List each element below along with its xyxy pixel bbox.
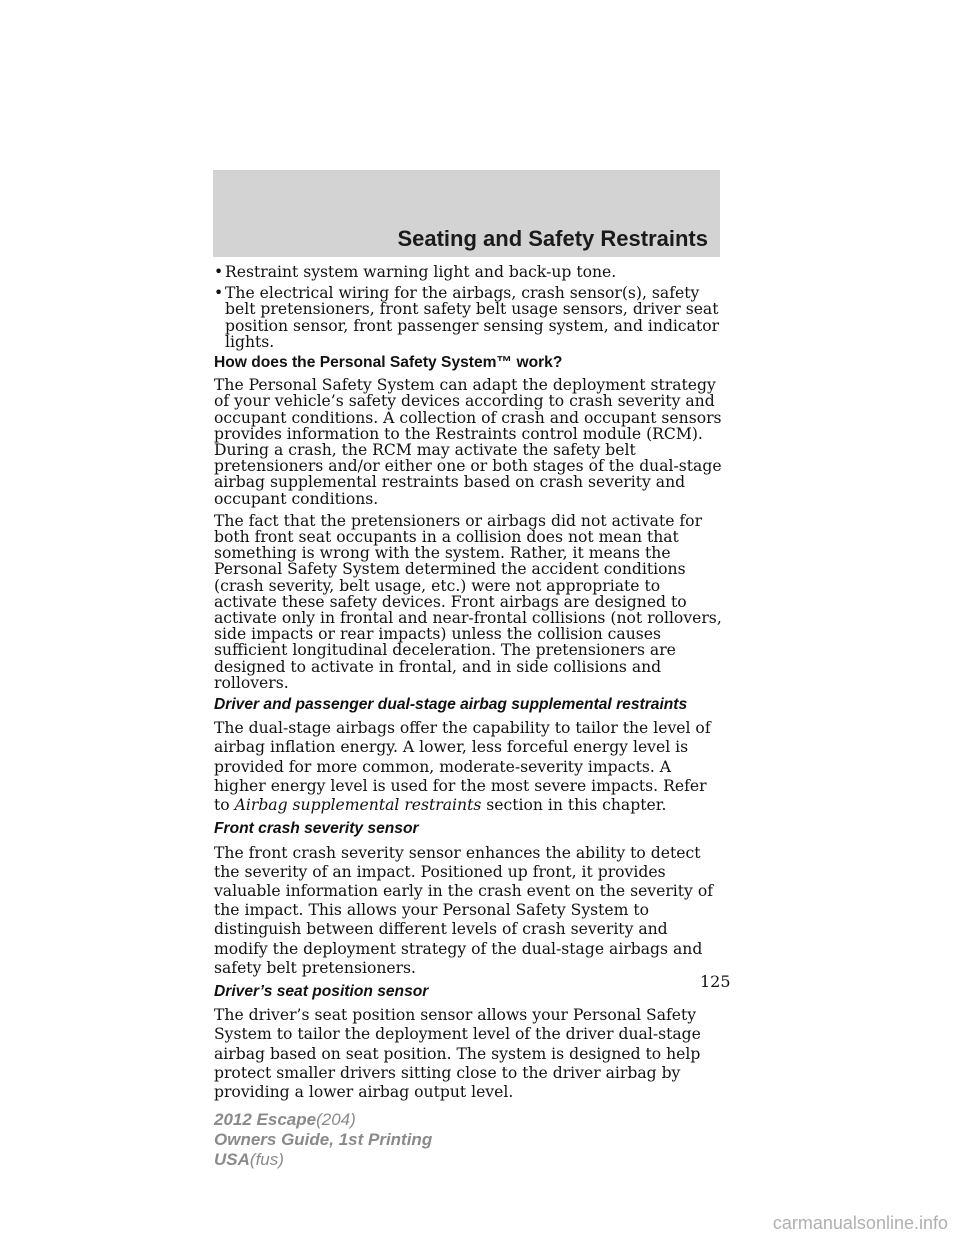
subsection-heading-seat-sensor: Driver’s seat position sensor: [214, 982, 429, 1000]
paragraph: The driver’s seat position sensor allows your Personal Safety System to tailor the deployment level of the driver dual-stage airbag based on seat position. The system is designed to help protect smaller drivers sitting close to the driver airbag by providing a lower airbag output level.: [214, 1006, 701, 1101]
cross-reference: Airbag supplemental restraints: [234, 796, 482, 815]
bullet-item: [214, 264, 724, 280]
bullet-text: The electrical wiring for the airbags, crash sensor(s), safety belt pretensioners, front safety belt usage sensors, driver seat position sensor, front passenger sensing system, and indicator lights.: [225, 284, 720, 351]
subsection-heading-dual-stage: Driver and passenger dual-stage airbag supplemental restraints: [214, 696, 688, 714]
page-content: [214, 264, 724, 1108]
subsection-heading-front-sensor: Front crash severity sensor: [214, 820, 419, 838]
section-heading-how-it-works: How does the Personal Safety System™ work?: [214, 354, 563, 372]
paragraph: The fact that the pretensioners or airbags did not activate for both front seat occupants in a collision does not mean that something is wrong with the system. Rather, it means the Personal Safety System determined the accident conditions (crash severity, belt usage, etc.) were not appropriate to activate these safety devices. Front airbags are designed to activate only in frontal and near-frontal collisions (not rollovers, side impacts or rear impacts) unless the collision causes sufficient longitudinal deceleration. The pretensioners are designed to activate in frontal, and in side collisions and rollovers.: [214, 511, 722, 692]
bullet-marker: •: [214, 263, 224, 281]
page-number: 125: [700, 972, 731, 991]
paragraph: The front crash severity sensor enhances the ability to detect the severity of an impact. Positioned up front, it provides valuable information early in the crash event on the severity of the impact. This allows your Personal Safety System to distinguish between different levels of crash severity and modify the deployment strategy of the dual-stage airbags and safety belt pretensioners.: [214, 843, 713, 977]
bullet-marker: •: [214, 284, 224, 303]
paragraph-text: The dual-stage airbags offer the capability to tailor the level of airbag inflation energy. A lower, less forceful energy level is provided for more common, moderate-severity impacts. A higher energy level is used for the most severe impacts. Refer to: [214, 719, 711, 815]
section-header-band: [213, 170, 720, 257]
bullet-text: Restraint system warning light and back-up tone.: [225, 263, 617, 281]
document-footer: [214, 1110, 432, 1170]
footer-line-model: 2012 Escape(204): [214, 1110, 356, 1129]
paragraph-text: section in this chapter.: [481, 796, 667, 815]
paragraph: The Personal Safety System can adapt the deployment strategy of your vehicle’s safety devices according to crash severity and occupant conditions. A collection of crash and occupant sensors provides information to the Restraints control module (RCM). During a crash, the RCM may activate the safety belt pretensioners and/or either one or both stages of the dual-stage airbag supplemental restraints based on crash severity and occupant conditions.: [214, 376, 722, 508]
watermark: carmanualsonline.info: [772, 1213, 948, 1233]
bullet-item: [214, 285, 724, 350]
footer-line-market: USA(fus): [214, 1150, 284, 1169]
paragraph: [214, 719, 724, 815]
section-title: Seating and Safety Restraints: [397, 226, 708, 251]
footer-line-guide: Owners Guide, 1st Printing: [214, 1130, 433, 1149]
